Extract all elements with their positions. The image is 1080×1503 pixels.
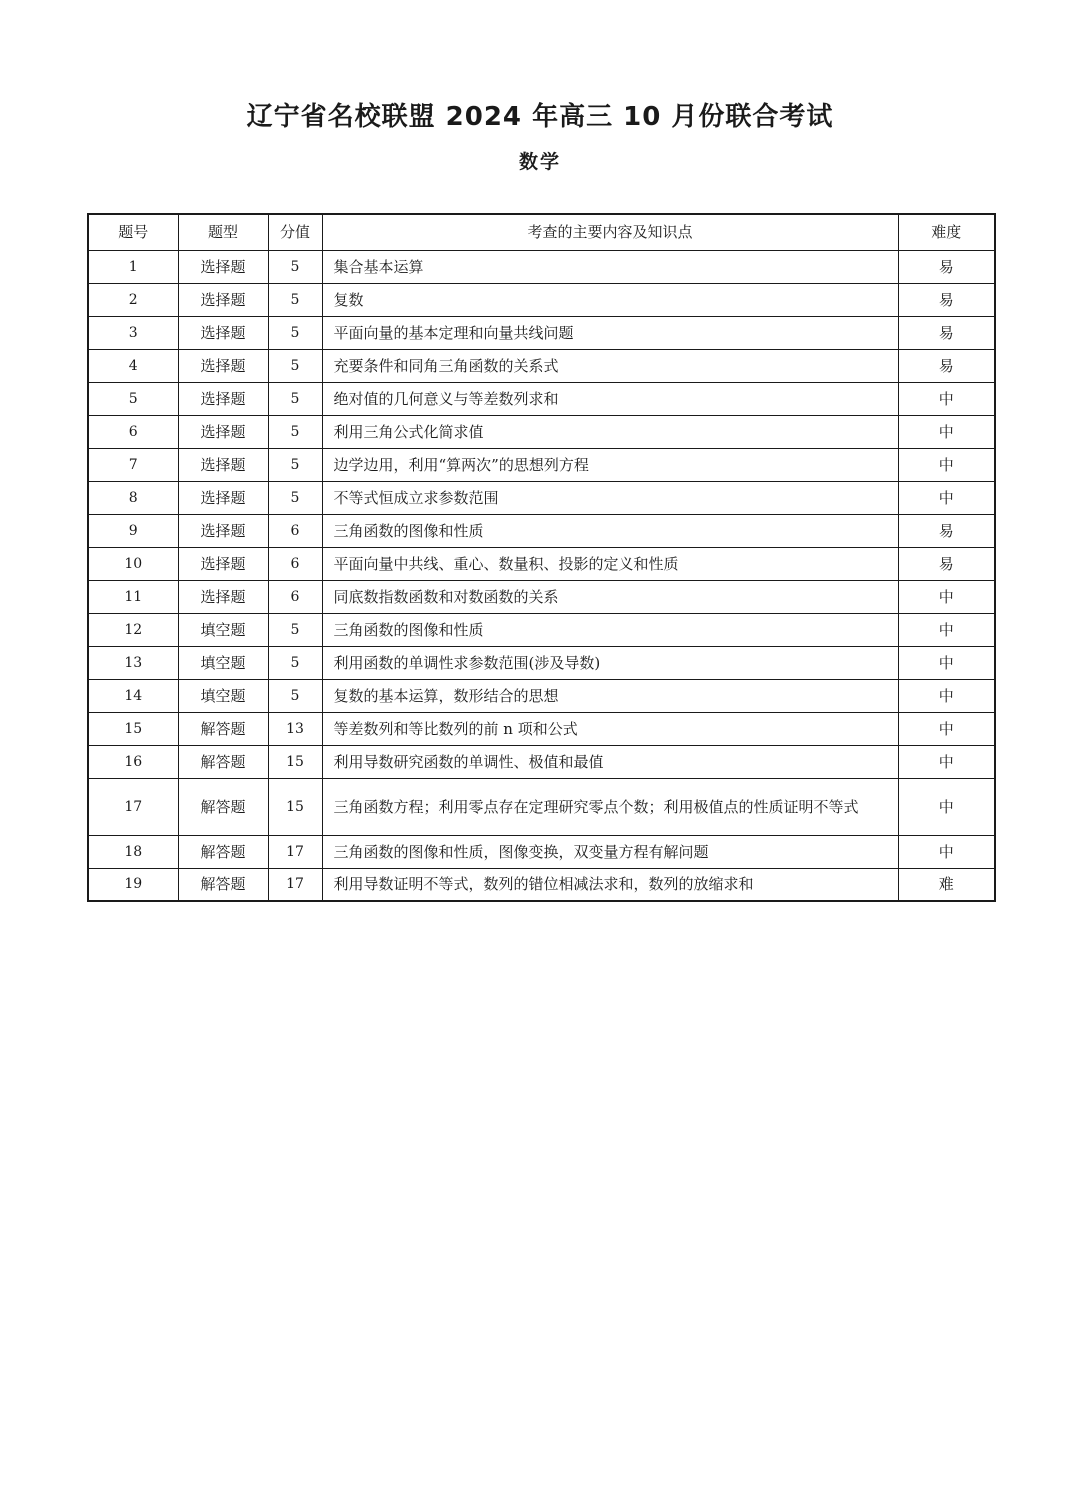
table-row: [88, 382, 995, 415]
cell-number: 12: [88, 613, 178, 646]
cell-content: 平面向量中共线、重心、数量积、投影的定义和性质: [322, 547, 898, 580]
cell-difficulty: 中: [898, 646, 995, 679]
table-row: [88, 778, 995, 835]
cell-difficulty: 中: [898, 580, 995, 613]
cell-number: 2: [88, 283, 178, 316]
cell-score: 5: [268, 679, 322, 712]
cell-type: 解答题: [178, 745, 268, 778]
cell-number: 10: [88, 547, 178, 580]
table-row: [88, 547, 995, 580]
cell-number: 6: [88, 415, 178, 448]
cell-type: 选择题: [178, 283, 268, 316]
cell-number: 16: [88, 745, 178, 778]
cell-content: 利用函数的单调性求参数范围(涉及导数): [322, 646, 898, 679]
cell-difficulty: 中: [898, 415, 995, 448]
cell-score: 6: [268, 514, 322, 547]
header-question-type: 题型: [178, 214, 268, 250]
table-row: [88, 580, 995, 613]
cell-number: 5: [88, 382, 178, 415]
cell-difficulty: 易: [898, 514, 995, 547]
cell-difficulty: 难: [898, 868, 995, 901]
cell-content: 边学边用，利用“算两次”的思想列方程: [322, 448, 898, 481]
header-difficulty: 难度: [898, 214, 995, 250]
cell-content: 复数的基本运算，数形结合的思想: [322, 679, 898, 712]
cell-type: 填空题: [178, 646, 268, 679]
cell-score: 17: [268, 835, 322, 868]
table-row: [88, 613, 995, 646]
cell-number: 14: [88, 679, 178, 712]
cell-difficulty: 中: [898, 835, 995, 868]
cell-score: 5: [268, 382, 322, 415]
cell-content: 三角函数的图像和性质: [322, 514, 898, 547]
cell-type: 选择题: [178, 481, 268, 514]
header-question-number: 题号: [88, 214, 178, 250]
cell-number: 18: [88, 835, 178, 868]
cell-number: 1: [88, 250, 178, 283]
cell-content: 不等式恒成立求参数范围: [322, 481, 898, 514]
cell-difficulty: 中: [898, 613, 995, 646]
cell-type: 选择题: [178, 382, 268, 415]
table-row: [88, 835, 995, 868]
document-title: 辽宁省名校联盟 2024 年高三 10 月份联合考试: [246, 102, 834, 132]
cell-type: 填空题: [178, 613, 268, 646]
cell-score: 5: [268, 250, 322, 283]
cell-type: 解答题: [178, 868, 268, 901]
cell-difficulty: 中: [898, 745, 995, 778]
cell-score: 5: [268, 646, 322, 679]
cell-score: 15: [268, 745, 322, 778]
cell-content: 三角函数的图像和性质，图像变换，双变量方程有解问题: [322, 835, 898, 868]
cell-content: 集合基本运算: [322, 250, 898, 283]
table-row: [88, 868, 995, 901]
cell-type: 选择题: [178, 448, 268, 481]
cell-difficulty: 易: [898, 316, 995, 349]
cell-difficulty: 中: [898, 679, 995, 712]
cell-difficulty: 中: [898, 448, 995, 481]
cell-number: 4: [88, 349, 178, 382]
cell-number: 17: [88, 778, 178, 835]
cell-score: 5: [268, 349, 322, 382]
cell-type: 选择题: [178, 514, 268, 547]
cell-number: 15: [88, 712, 178, 745]
cell-type: 选择题: [178, 250, 268, 283]
cell-number: 3: [88, 316, 178, 349]
cell-type: 解答题: [178, 835, 268, 868]
cell-score: 5: [268, 415, 322, 448]
cell-difficulty: 易: [898, 283, 995, 316]
table-row: [88, 481, 995, 514]
cell-number: 8: [88, 481, 178, 514]
cell-type: 选择题: [178, 415, 268, 448]
cell-content: 同底数指数函数和对数函数的关系: [322, 580, 898, 613]
table-row: [88, 745, 995, 778]
cell-difficulty: 中: [898, 382, 995, 415]
cell-type: 解答题: [178, 778, 268, 835]
cell-content: 绝对值的几何意义与等差数列求和: [322, 382, 898, 415]
table-row: [88, 448, 995, 481]
cell-number: 7: [88, 448, 178, 481]
cell-difficulty: 中: [898, 778, 995, 835]
cell-difficulty: 中: [898, 481, 995, 514]
table-row: [88, 514, 995, 547]
cell-content: 利用三角公式化简求值: [322, 415, 898, 448]
cell-score: 5: [268, 613, 322, 646]
cell-type: 选择题: [178, 316, 268, 349]
cell-score: 6: [268, 580, 322, 613]
cell-score: 5: [268, 481, 322, 514]
table-row: [88, 283, 995, 316]
cell-content: 利用导数证明不等式，数列的错位相减法求和，数列的放缩求和: [322, 868, 898, 901]
cell-content: 利用导数研究函数的单调性、极值和最值: [322, 745, 898, 778]
header-content: 考查的主要内容及知识点: [322, 214, 898, 250]
table-row: [88, 250, 995, 283]
cell-number: 9: [88, 514, 178, 547]
cell-difficulty: 中: [898, 712, 995, 745]
cell-difficulty: 易: [898, 349, 995, 382]
cell-score: 5: [268, 283, 322, 316]
cell-score: 5: [268, 448, 322, 481]
table-row: [88, 349, 995, 382]
cell-content: 复数: [322, 283, 898, 316]
cell-content: 充要条件和同角三角函数的关系式: [322, 349, 898, 382]
cell-content: 三角函数的图像和性质: [322, 613, 898, 646]
table-row: [88, 415, 995, 448]
cell-difficulty: 易: [898, 250, 995, 283]
cell-score: 15: [268, 778, 322, 835]
cell-score: 13: [268, 712, 322, 745]
cell-difficulty: 易: [898, 547, 995, 580]
cell-content: 三角函数方程；利用零点存在定理研究零点个数；利用极值点的性质证明不等式: [322, 778, 898, 835]
document-subtitle: 数学: [518, 151, 561, 173]
cell-type: 填空题: [178, 679, 268, 712]
cell-type: 选择题: [178, 349, 268, 382]
cell-number: 11: [88, 580, 178, 613]
table-header-row: [88, 214, 995, 250]
table-row: [88, 679, 995, 712]
cell-content: 等差数列和等比数列的前 n 项和公式: [322, 712, 898, 745]
exam-analysis-table: [87, 213, 996, 902]
cell-score: 6: [268, 547, 322, 580]
cell-type: 解答题: [178, 712, 268, 745]
table-row: [88, 646, 995, 679]
cell-number: 19: [88, 868, 178, 901]
table-row: [88, 712, 995, 745]
cell-score: 5: [268, 316, 322, 349]
cell-type: 选择题: [178, 580, 268, 613]
header-score: 分值: [268, 214, 322, 250]
cell-number: 13: [88, 646, 178, 679]
cell-type: 选择题: [178, 547, 268, 580]
table-row: [88, 316, 995, 349]
cell-score: 17: [268, 868, 322, 901]
cell-content: 平面向量的基本定理和向量共线问题: [322, 316, 898, 349]
